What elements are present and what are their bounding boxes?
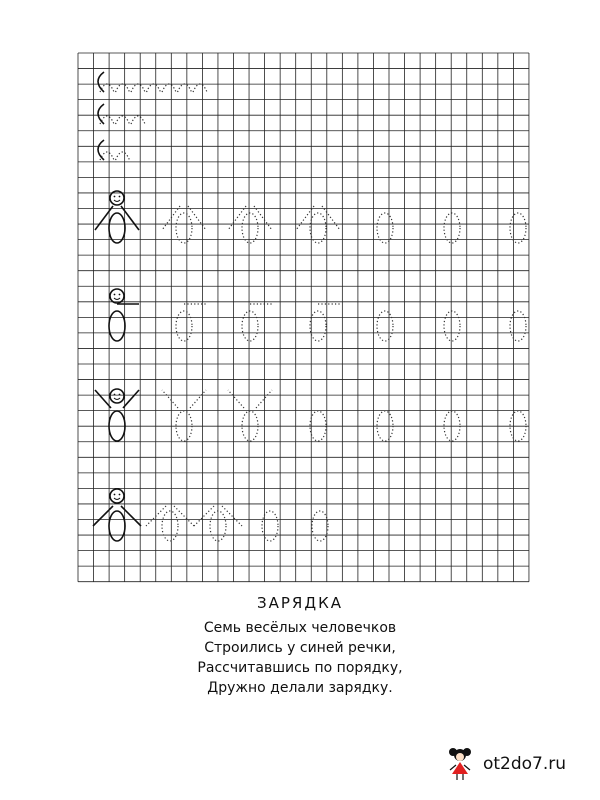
figure-body — [377, 311, 393, 341]
figure-limb — [222, 506, 242, 526]
figure-head — [110, 389, 124, 403]
arc-pattern — [116, 116, 130, 124]
figure-limb — [174, 506, 194, 526]
figure-mouth — [114, 498, 120, 500]
figure-limb — [194, 506, 214, 526]
figure-body — [510, 311, 526, 341]
girl-logo-icon — [445, 746, 475, 782]
figure-body — [310, 213, 326, 243]
figure-limb — [254, 206, 272, 230]
figure-body — [109, 511, 125, 541]
figure-limb — [162, 390, 178, 408]
arc-pattern — [193, 84, 207, 92]
figure-body — [242, 311, 258, 341]
figure-eye — [114, 294, 116, 296]
figure-mouth — [114, 200, 120, 202]
grid-lines — [78, 53, 529, 582]
figure-eye — [119, 394, 121, 396]
poem-line-3: Рассчитавшись по порядку, — [197, 660, 403, 676]
figure-eye — [114, 394, 116, 396]
figure-body — [109, 311, 125, 341]
figure-head — [110, 489, 124, 503]
figure-limb — [188, 206, 206, 230]
figure-head — [110, 289, 124, 303]
figure-body — [176, 213, 192, 243]
bracket-stroke — [98, 72, 104, 92]
poem-line-4: Дружно делали зарядку. — [207, 680, 393, 696]
figure-mouth — [114, 398, 120, 400]
figure-body — [176, 311, 192, 341]
bracket-stroke — [98, 104, 104, 124]
practice-figures — [93, 72, 526, 541]
poem-line-1: Семь весёлых человечков — [203, 620, 397, 636]
figure-limb — [93, 506, 113, 526]
brand-footer — [445, 746, 566, 782]
figure-mouth — [114, 298, 120, 300]
figure-limb — [123, 390, 139, 408]
poem-title: ЗАРЯДКА — [257, 594, 343, 612]
figure-body — [162, 511, 178, 541]
figure-body — [242, 213, 258, 243]
figure-eye — [114, 196, 116, 198]
figure-body — [444, 213, 460, 243]
figure-eye — [119, 294, 121, 296]
arc-pattern — [147, 84, 161, 92]
arc-pattern — [131, 116, 145, 124]
figure-eye — [119, 494, 121, 496]
figure-limb — [322, 206, 340, 230]
figure-eye — [119, 196, 121, 198]
figure-body — [109, 213, 125, 243]
figure-limb — [121, 506, 141, 526]
arc-pattern — [162, 84, 176, 92]
figure-eye — [114, 494, 116, 496]
poem — [0, 590, 600, 698]
arc-pattern — [116, 152, 130, 160]
figure-body — [312, 511, 328, 541]
figure-body — [377, 213, 393, 243]
figure-limb — [256, 390, 272, 408]
poem-line-2: Строились у синей речки, — [204, 640, 396, 656]
figure-limb — [228, 390, 244, 408]
figure-limb — [190, 390, 206, 408]
arc-pattern — [178, 84, 192, 92]
figure-limb — [228, 206, 246, 230]
bracket-stroke — [98, 140, 104, 160]
figure-limb — [95, 390, 111, 408]
arc-pattern — [131, 84, 145, 92]
arc-pattern — [116, 84, 130, 92]
brand-site: ot2do7.ru — [482, 754, 566, 774]
figure-body — [444, 311, 460, 341]
figure-body — [510, 213, 526, 243]
figure-body — [310, 311, 326, 341]
